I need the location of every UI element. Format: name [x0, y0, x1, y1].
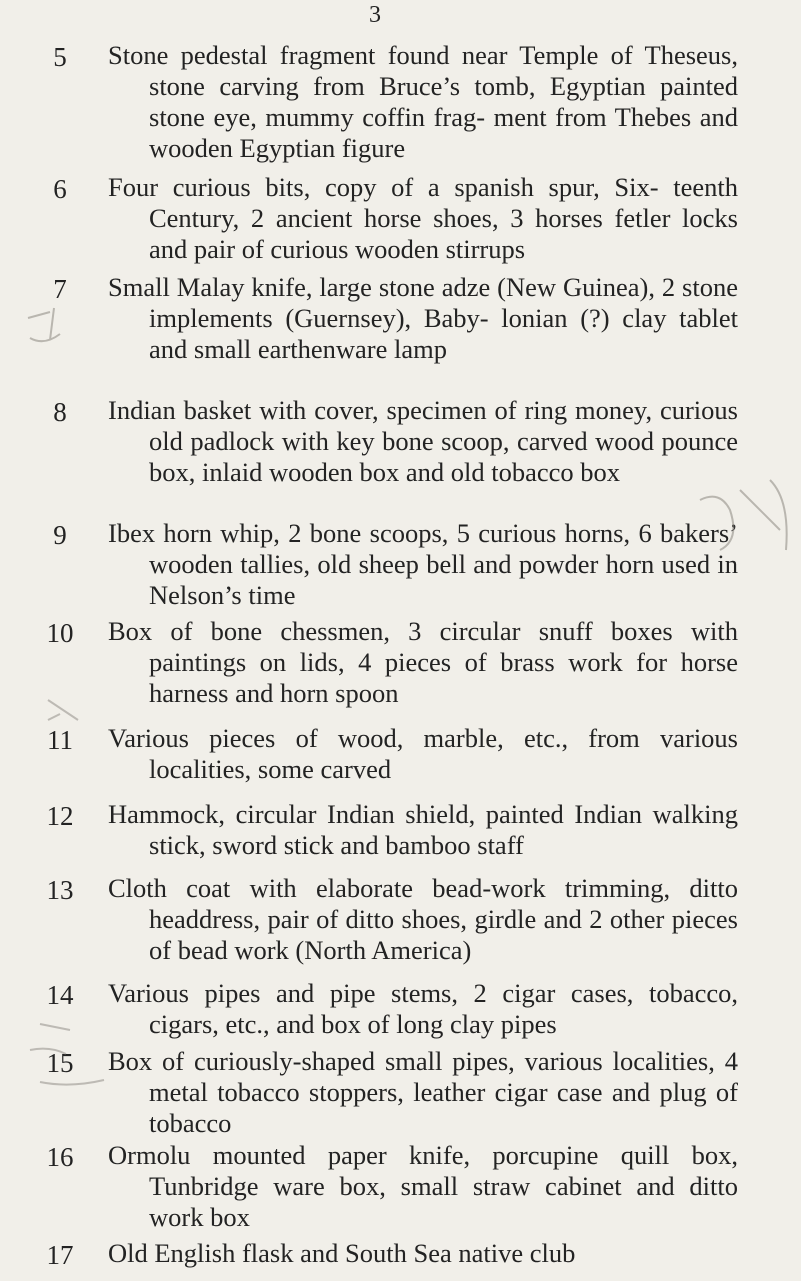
lot-number: 10 [46, 618, 74, 648]
lot-number: 7 [53, 274, 67, 304]
lot-description: Cloth coat with elaborate bead-work trimming, ditto headdress, pair of ditto shoes, girdle and 2 other pieces of bead work (North America) [108, 873, 738, 965]
lot-number: 11 [47, 725, 73, 755]
pencil-tick-mark [20, 300, 80, 360]
lot-description: Box of bone chessmen, 3 circular snuff boxes with paintings on lids, 4 pieces of brass work for horse harness and horn spoon [108, 616, 738, 708]
lot-number: 12 [46, 801, 74, 831]
lot-description: Box of curiously-shaped small pipes, various localities, 4 metal tobacco stoppers, leather cigar case and plug of tobacco [108, 1046, 738, 1138]
pencil-bracket-mark [10, 1010, 110, 1100]
lot-description: Stone pedestal fragment found near Temple of Theseus, stone carving from Bruce’s tomb, Egyptian painted stone eye, mummy coffin frag- ment from Thebes and wooden Egyptian figure [108, 40, 738, 163]
pencil-bracket-mark [38, 690, 88, 730]
lot-description: Various pipes and pipe stems, 2 cigar cases, tobacco, cigars, etc., and box of long clay pipes [108, 978, 738, 1039]
lot-number: 6 [53, 174, 67, 204]
page-number: 3 [369, 2, 381, 28]
lot-number: 9 [53, 520, 67, 550]
lot-number: 13 [46, 875, 74, 905]
lot-description: Four curious bits, copy of a spanish spur, Six- teenth Century, 2 ancient horse shoes, 3 horses fetler locks and pair of curious wooden stirrups [108, 172, 738, 264]
lot-description: Ibex horn whip, 2 bone scoops, 5 curious horns, 6 bakers’ wooden tallies, old sheep bell and powder horn used in Nelson’s time [108, 518, 738, 610]
lot-description: Ormolu mounted paper knife, porcupine quill box, Tunbridge ware box, small straw cabinet and ditto work box [108, 1140, 738, 1232]
lot-number: 15 [46, 1048, 74, 1078]
lot-number: 8 [53, 397, 67, 427]
lot-number: 14 [46, 980, 74, 1010]
lot-number: 17 [46, 1240, 74, 1270]
lot-description: Old English flask and South Sea native club [108, 1238, 576, 1268]
lot-description: Indian basket with cover, specimen of ring money, curious old padlock with key bone scoop, carved wood pounce box, inlaid wooden box and old tobacco box [108, 395, 738, 487]
pencil-scribble-mark [680, 470, 800, 570]
lot-description: Various pieces of wood, marble, etc., from various localities, some carved [108, 723, 738, 784]
lot-description: Small Malay knife, large stone adze (New Guinea), 2 stone implements (Guernsey), Baby- lonian (?) clay tablet and small earthenware lamp [108, 272, 738, 364]
lot-description: Hammock, circular Indian shield, painted Indian walking stick, sword stick and bamboo staff [108, 799, 738, 860]
lot-number: 16 [46, 1142, 74, 1172]
lot-number: 5 [53, 42, 67, 72]
